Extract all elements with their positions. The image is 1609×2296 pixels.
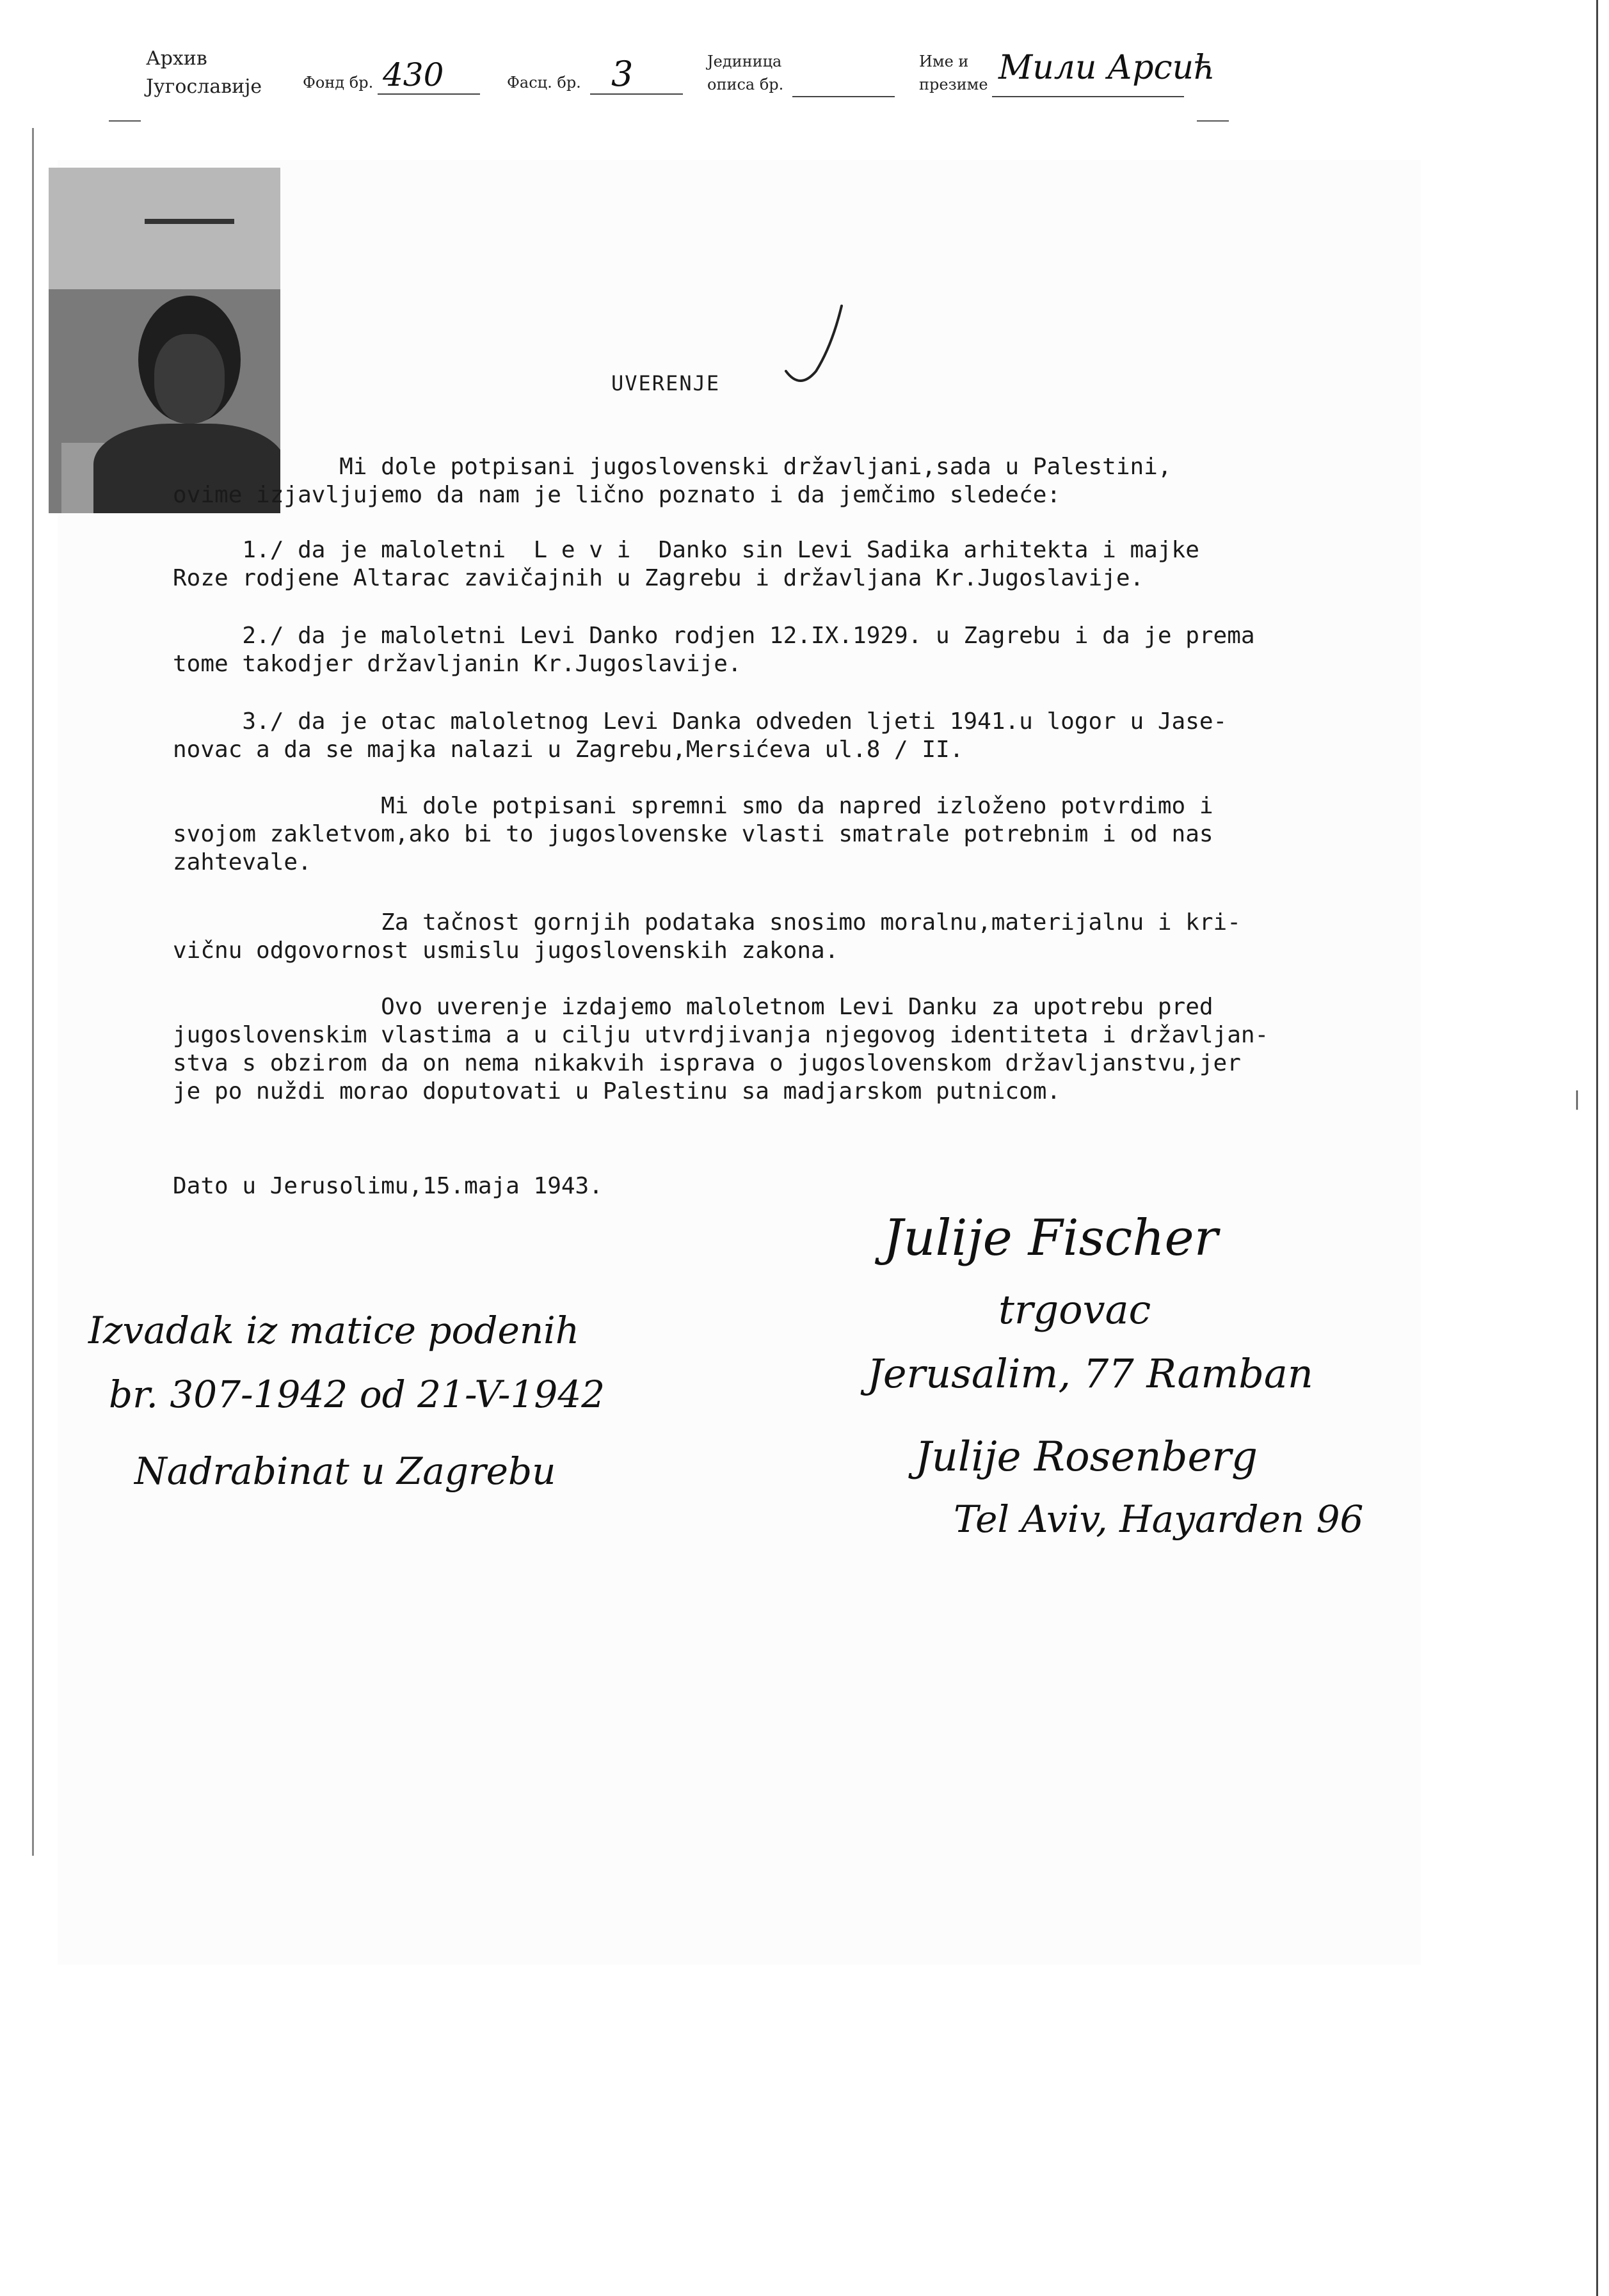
archive-stamp — [146, 45, 262, 101]
signature-2-address: Tel Aviv, Hayarden 96 — [954, 1497, 1364, 1541]
unit-label-2: описа бр. — [707, 76, 784, 93]
item-2-paragraph: 2./ da je maloletni Levi Danko rodjen 12.IX.1929. u Zagrebu i da je prema tome takodjer državljanin Kr.Jugoslavije. — [173, 623, 1255, 677]
fasc-label: Фасц. бр. — [507, 74, 581, 92]
scan-edge-left — [32, 128, 34, 1856]
archive-name-line1: Архив — [146, 47, 207, 70]
signature-1-name: Julije Fischer — [883, 1209, 1218, 1267]
document-title: UVERENJE — [611, 371, 721, 395]
item-3-paragraph: 3./ da je otac maloletnog Levi Danka odveden ljeti 1941.u logor u Jase- novac a da se majka nalazi u Zagrebu,Mersićeva ul.8 / II. — [173, 708, 1228, 763]
name-label-1: Име и — [919, 52, 969, 70]
check-mark-icon — [781, 301, 851, 390]
note-line-1: Izvadak iz matice podenih — [88, 1309, 580, 1352]
margin-mark: | — [1571, 1088, 1583, 1110]
fasc-field — [590, 64, 683, 95]
date-line: Dato u Jerusolimu,15.maja 1943. — [173, 1173, 603, 1199]
fond-label: Фонд бр. — [303, 74, 374, 92]
purpose-paragraph: Ovo uverenje izdajemo maloletnom Levi Danku za upotrebu pred jugoslovenskim vlastima a u cilju utvrdjivanja njegovog identiteta i državljan- stva s obzirom da on nema nikakvih isprava o jugoslovenskom državljanstvu,jer je po nuždi morao doputovati u Palestinu sa madjarskom putnicom. — [173, 994, 1269, 1104]
signature-1-address: Jerusalim, 77 Ramban — [867, 1350, 1313, 1397]
fasc-value: 3 — [611, 54, 634, 94]
oath-paragraph: Mi dole potpisani spremni smo da napred izloženo potvrdimo i svojom zakletvom,ako bi to jugoslovenske vlasti smatrale potrebnim i od nas zahtevale. — [173, 793, 1213, 875]
fond-value: 430 — [383, 56, 444, 93]
scan-edge-right — [1596, 0, 1598, 2296]
signature-2-name: Julije Rosenberg — [915, 1433, 1258, 1481]
name-value: Мили Арсић — [998, 49, 1215, 87]
unit-field — [792, 67, 895, 97]
item-1-paragraph: 1./ da je maloletni L e v i Danko sin Levi Sadika arhitekta i majke Roze rodjene Altarac zavičajnih u Zagrebu i državljana Kr.Jugoslavije. — [173, 537, 1199, 591]
archive-name-line2: Југославије — [146, 76, 262, 98]
unit-label-1: Јединица — [707, 52, 782, 70]
note-line-2: br. 307-1942 od 21-V-1942 — [109, 1373, 605, 1416]
responsibility-paragraph: Za tačnost gornjih podataka snosimo moralnu,materijalnu i kri- vičnu odgovornost usmislu jugoslovenskih zakona. — [173, 909, 1241, 964]
header-tick-left — [109, 120, 141, 122]
intro-paragraph: Mi dole potpisani jugoslovenski državljani,sada u Palestini, ovime izjavljujemo da nam je lično poznato i da jemčimo sledeće: — [173, 454, 1172, 508]
signature-1-title: trgovac — [998, 1286, 1151, 1333]
header-tick-right — [1197, 120, 1229, 122]
name-label-2: презиме — [919, 76, 988, 93]
note-line-3: Nadrabinat u Zagrebu — [134, 1449, 556, 1493]
